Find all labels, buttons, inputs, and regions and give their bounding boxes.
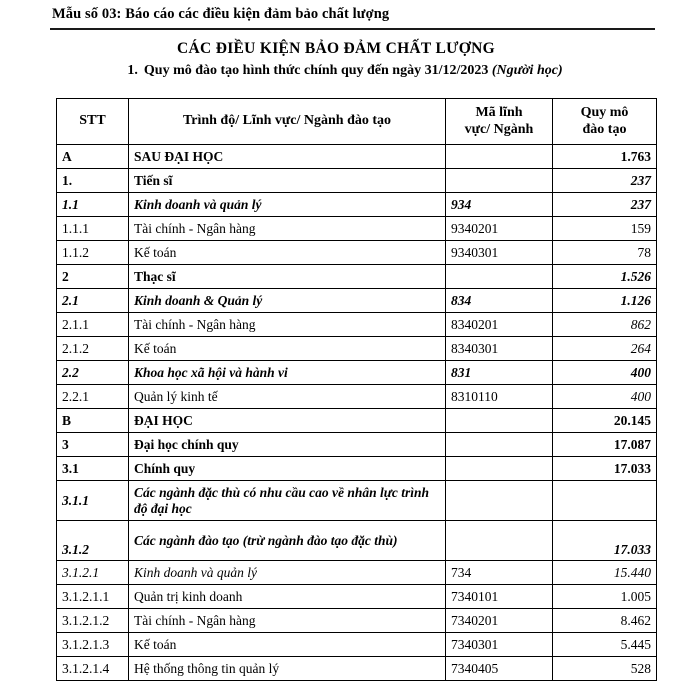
column-header-qty-line1: Quy mô bbox=[580, 104, 629, 120]
cell-name: Tiến sĩ bbox=[129, 169, 446, 193]
training-scale-table bbox=[56, 98, 657, 681]
cell-stt: 3.1 bbox=[57, 457, 129, 481]
cell-code: 934 bbox=[446, 193, 553, 217]
cell-code: 734 bbox=[446, 561, 553, 585]
cell-qty: 17.033 bbox=[553, 521, 657, 561]
cell-name: Tài chính - Ngân hàng bbox=[129, 313, 446, 337]
cell-stt: 3.1.2.1.4 bbox=[57, 657, 129, 681]
cell-code: 8310110 bbox=[446, 385, 553, 409]
cell-name: Kinh doanh và quản lý bbox=[129, 193, 446, 217]
cell-code bbox=[446, 265, 553, 289]
table-row bbox=[57, 609, 657, 633]
cell-name: ĐẠI HỌC bbox=[129, 409, 446, 433]
table-row bbox=[57, 657, 657, 681]
table-row bbox=[57, 457, 657, 481]
cell-stt: B bbox=[57, 409, 129, 433]
section-note: (Người học) bbox=[491, 63, 563, 78]
section-number: 1. bbox=[127, 63, 138, 78]
column-header-code-line1: Mã lĩnh bbox=[475, 104, 523, 120]
cell-qty bbox=[553, 481, 657, 521]
cell-qty: 237 bbox=[553, 169, 657, 193]
cell-qty: 1.005 bbox=[553, 585, 657, 609]
cell-code: 7340301 bbox=[446, 633, 553, 657]
table-row bbox=[57, 193, 657, 217]
cell-name: SAU ĐẠI HỌC bbox=[129, 145, 446, 169]
table-row bbox=[57, 169, 657, 193]
cell-qty: 1.126 bbox=[553, 289, 657, 313]
cell-qty: 400 bbox=[553, 361, 657, 385]
cell-code: 831 bbox=[446, 361, 553, 385]
table-row bbox=[57, 409, 657, 433]
cell-stt: 1.1 bbox=[57, 193, 129, 217]
cell-name: Các ngành đặc thù có nhu cầu cao về nhân lực trình độ đại học bbox=[129, 481, 446, 521]
table-head bbox=[57, 99, 657, 145]
cell-stt: 3.1.2.1 bbox=[57, 561, 129, 585]
cell-name: Quản trị kinh doanh bbox=[129, 585, 446, 609]
cell-name: Đại học chính quy bbox=[129, 433, 446, 457]
cell-qty: 17.033 bbox=[553, 457, 657, 481]
cell-stt: A bbox=[57, 145, 129, 169]
cell-name: Kinh doanh & Quản lý bbox=[129, 289, 446, 313]
cell-stt: 2.1.2 bbox=[57, 337, 129, 361]
cell-qty: 862 bbox=[553, 313, 657, 337]
cell-qty: 17.087 bbox=[553, 433, 657, 457]
cell-code bbox=[446, 457, 553, 481]
table-row bbox=[57, 361, 657, 385]
cell-code: 7340405 bbox=[446, 657, 553, 681]
cell-qty: 159 bbox=[553, 217, 657, 241]
cell-name: Chính quy bbox=[129, 457, 446, 481]
table-row bbox=[57, 289, 657, 313]
column-header-qty bbox=[553, 99, 657, 145]
cell-stt: 3.1.2 bbox=[57, 521, 129, 561]
section-heading bbox=[0, 63, 700, 79]
cell-code bbox=[446, 409, 553, 433]
cell-name: Tài chính - Ngân hàng bbox=[129, 609, 446, 633]
table-row bbox=[57, 585, 657, 609]
column-header-name: Trình độ/ Lĩnh vực/ Ngành đào tạo bbox=[129, 99, 446, 145]
cell-code bbox=[446, 481, 553, 521]
cell-code: 7340101 bbox=[446, 585, 553, 609]
cell-stt: 3.1.1 bbox=[57, 481, 129, 521]
column-header-stt: STT bbox=[57, 99, 129, 145]
cell-qty: 15.440 bbox=[553, 561, 657, 585]
cell-qty: 528 bbox=[553, 657, 657, 681]
cell-code: 8340301 bbox=[446, 337, 553, 361]
cell-stt: 3 bbox=[57, 433, 129, 457]
cell-qty: 400 bbox=[553, 385, 657, 409]
cell-name: Kế toán bbox=[129, 633, 446, 657]
table-row bbox=[57, 633, 657, 657]
training-scale-table-wrapper bbox=[56, 98, 656, 681]
cell-code bbox=[446, 145, 553, 169]
cell-stt: 3.1.2.1.3 bbox=[57, 633, 129, 657]
table-row bbox=[57, 265, 657, 289]
cell-name: Kinh doanh và quản lý bbox=[129, 561, 446, 585]
table-row bbox=[57, 433, 657, 457]
cell-qty: 5.445 bbox=[553, 633, 657, 657]
section-title: Quy mô đào tạo hình thức chính quy đến ngày 31/12/2023 bbox=[143, 63, 489, 78]
cell-stt: 2.2.1 bbox=[57, 385, 129, 409]
cell-qty: 1.763 bbox=[553, 145, 657, 169]
cell-qty: 20.145 bbox=[553, 409, 657, 433]
cell-code bbox=[446, 169, 553, 193]
column-header-code-line2: vực/ Ngành bbox=[464, 121, 534, 137]
cell-qty: 78 bbox=[553, 241, 657, 265]
cell-name: Tài chính - Ngân hàng bbox=[129, 217, 446, 241]
cell-qty: 1.526 bbox=[553, 265, 657, 289]
form-label: Mẫu số 03: Báo cáo các điều kiện đảm bảo chất lượng bbox=[52, 6, 390, 22]
cell-qty: 264 bbox=[553, 337, 657, 361]
cell-qty: 237 bbox=[553, 193, 657, 217]
table-header-row bbox=[57, 99, 657, 145]
cell-name: Kế toán bbox=[129, 337, 446, 361]
table-row bbox=[57, 481, 657, 521]
page-title: CÁC ĐIỀU KIỆN BẢO ĐẢM CHẤT LƯỢNG bbox=[177, 40, 495, 57]
header-divider bbox=[50, 28, 655, 30]
cell-qty: 8.462 bbox=[553, 609, 657, 633]
table-row bbox=[57, 145, 657, 169]
cell-code: 8340201 bbox=[446, 313, 553, 337]
cell-code bbox=[446, 433, 553, 457]
cell-code bbox=[446, 521, 553, 561]
cell-stt: 3.1.2.1.1 bbox=[57, 585, 129, 609]
table-row bbox=[57, 385, 657, 409]
cell-code: 9340301 bbox=[446, 241, 553, 265]
cell-name: Khoa học xã hội và hành vi bbox=[129, 361, 446, 385]
cell-code: 834 bbox=[446, 289, 553, 313]
cell-stt: 1.1.2 bbox=[57, 241, 129, 265]
cell-name: Kế toán bbox=[129, 241, 446, 265]
table-row bbox=[57, 241, 657, 265]
table-body bbox=[57, 145, 657, 681]
cell-code: 9340201 bbox=[446, 217, 553, 241]
cell-name: Thạc sĩ bbox=[129, 265, 446, 289]
document-header bbox=[0, 0, 700, 79]
table-row bbox=[57, 217, 657, 241]
cell-stt: 1.1.1 bbox=[57, 217, 129, 241]
cell-stt: 2.2 bbox=[57, 361, 129, 385]
cell-name: Hệ thống thông tin quản lý bbox=[129, 657, 446, 681]
cell-name: Quản lý kinh tế bbox=[129, 385, 446, 409]
column-header-code bbox=[446, 99, 553, 145]
table-row bbox=[57, 521, 657, 561]
cell-stt: 2.1.1 bbox=[57, 313, 129, 337]
table-row bbox=[57, 561, 657, 585]
cell-stt: 2 bbox=[57, 265, 129, 289]
table-row bbox=[57, 337, 657, 361]
column-header-qty-line2: đào tạo bbox=[582, 121, 627, 137]
table-row bbox=[57, 313, 657, 337]
cell-stt: 2.1 bbox=[57, 289, 129, 313]
cell-name: Các ngành đào tạo (trừ ngành đào tạo đặc thù) bbox=[129, 521, 446, 561]
cell-code: 7340201 bbox=[446, 609, 553, 633]
cell-stt: 3.1.2.1.2 bbox=[57, 609, 129, 633]
cell-stt: 1. bbox=[57, 169, 129, 193]
